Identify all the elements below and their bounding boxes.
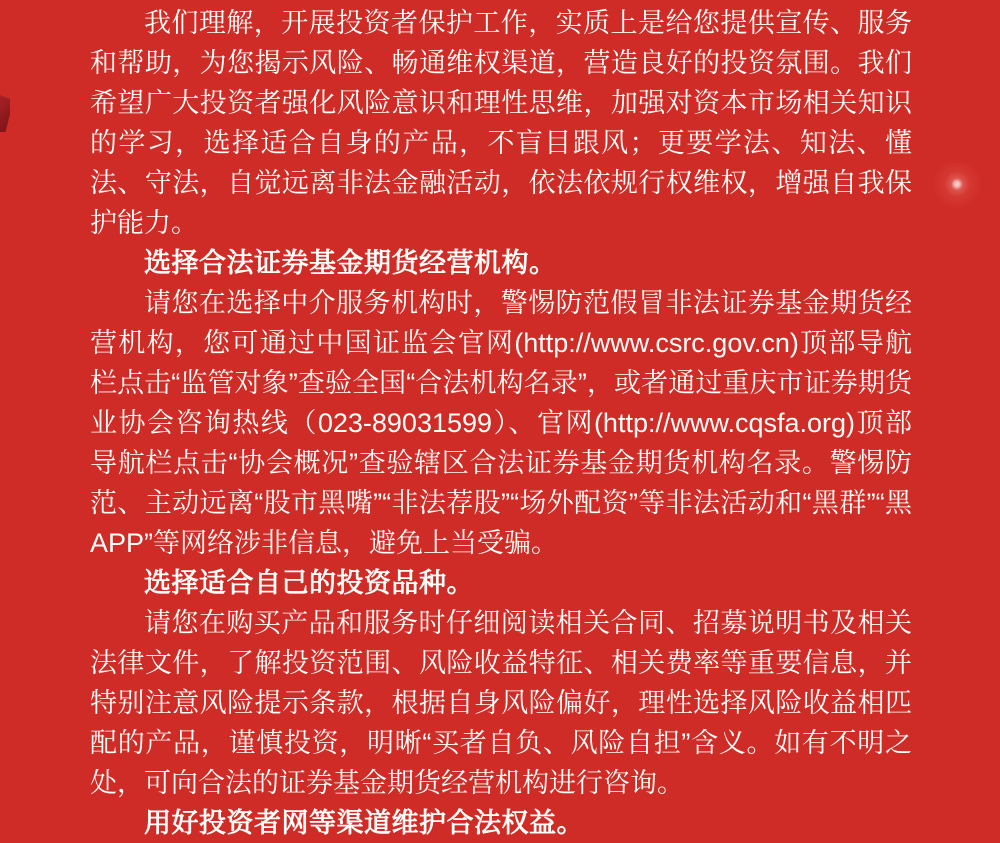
paragraph-read-contracts-carefully: 请您在购买产品和服务时仔细阅读相关合同、招募说明书及相关法律文件，了解投资范围、风险收益特征、相关费率等重要信息，并特别注意风险提示条款，根据自身风险偏好，理性选择风险收益相匹配的产品，谨慎投资，明晰“买者自负、风险自担”含义。如有不明之处，可向合法的证券基金期货经营机构进行咨询。 xyxy=(90,608,912,798)
heading-choose-legal-institutions: 选择合法证券基金期货经营机构。 xyxy=(144,248,557,278)
light-smudge-artifact xyxy=(930,163,984,209)
heading-use-investor-channels: 用好投资者网等渠道维护合法权益。 xyxy=(144,808,584,838)
paragraph-investor-protection-intro: 我们理解，开展投资者保护工作，实质上是给您提供宣传、服务和帮助，为您揭示风险、畅通维权渠道，营造良好的投资氛围。我们希望广大投资者强化风险意识和理性思维，加强对资本市场相关知识的学习，选择适合自身的产品，不盲目跟风；更要学法、知法、懂法、守法，自觉远离非法金融活动，依法依规行权维权，增强自我保护能力。 xyxy=(90,8,912,238)
heading-choose-suitable-products: 选择适合自己的投资品种。 xyxy=(144,568,474,598)
notice-text-block xyxy=(90,0,912,843)
paragraph-verify-legal-institutions: 请您在选择中介服务机构时，警惕防范假冒非法证券基金期货经营机构，您可通过中国证监会官网(http://www.csrc.gov.cn)顶部导航栏点击“监管对象”查验全国“合法机构名录”，或者通过重庆市证券期货业协会咨询热线（023-89031599）、官网(http://www.cqsfa.org)顶部导航栏点击“协会概况”查验辖区合法证券基金期货机构名录。警惕防范、主动远离“股市黑嘴”“非法荐股”“场外配资”等非法活动和“黑群”“黑APP”等网络涉非信息，避免上当受骗。 xyxy=(90,288,912,558)
left-edge-ribbon-decoration xyxy=(0,95,10,132)
